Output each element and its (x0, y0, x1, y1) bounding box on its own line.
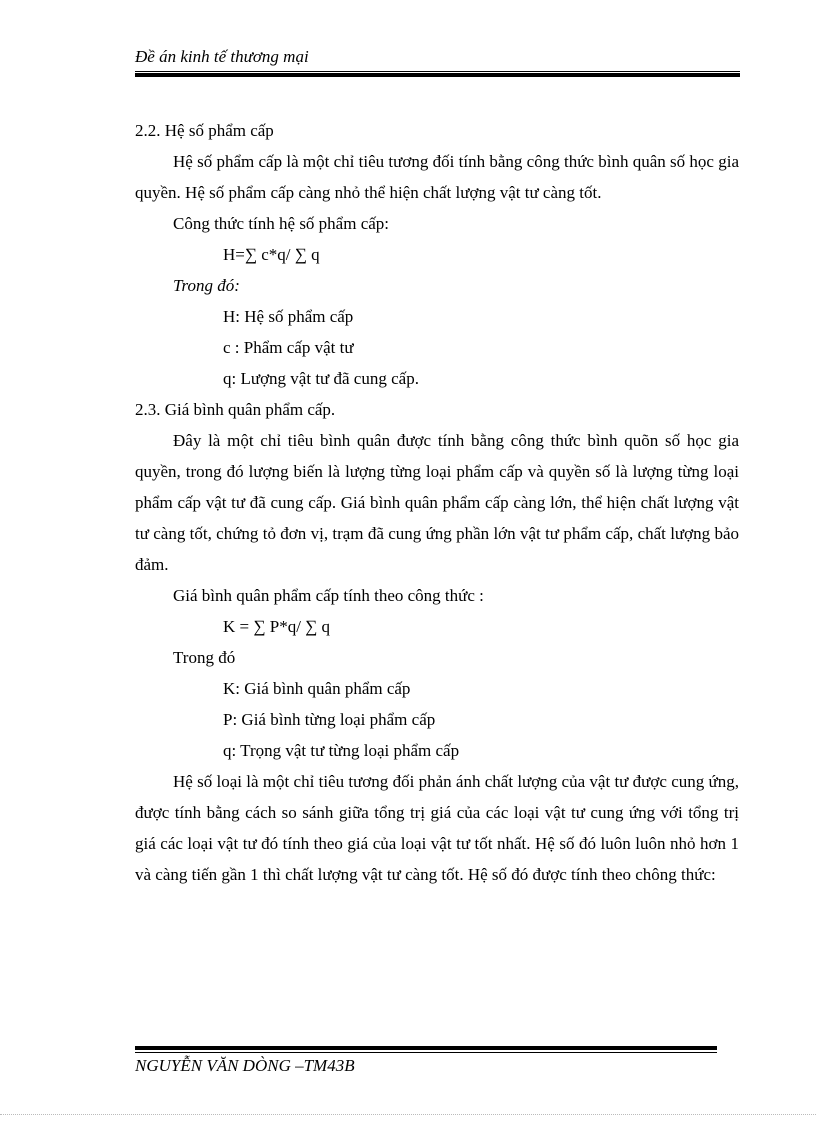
definition-item: q: Lượng vật tư đã cung cấp. (223, 369, 419, 388)
formula: H=∑ c*q/ ∑ q (223, 245, 320, 264)
section-heading: 2.2. Hệ số phẩm cấp (135, 121, 274, 140)
formula-label: Công thức tính hệ số phẩm cấp: (173, 214, 390, 233)
paragraph: Hệ số loại là một chỉ tiêu tương đối phản ánh chất lượng của vật tư được cung ứng, được tính bằng cách so sánh giữa tổng trị giá của các loại vật tư cung ứng với tổng trị giá các loại vật tư đó tính theo giá của loại vật tư tốt nhất. Hệ số đó luôn luôn nhỏ hơn 1 và càng tiến gần 1 thì chất lượng vật tư càng tốt. Hệ số đó được tính theo chông thức: (135, 772, 739, 884)
formula: K = ∑ P*q/ ∑ q (223, 617, 331, 636)
where-label: Trong đó (173, 648, 236, 667)
page-header-title: Đề án kinh tế thương mại (135, 47, 309, 66)
definition-item: q: Trọng vật tư từng loại phẩm cấp (223, 741, 460, 760)
section-heading: 2.3. Giá bình quân phẩm cấp. (135, 400, 336, 419)
page-bottom-dotted-line (0, 1114, 816, 1115)
header-rule-thin (135, 71, 740, 72)
definition-item: P: Giá bình từng loại phẩm cấp (223, 710, 436, 729)
paragraph: Đây là một chỉ tiêu bình quân được tính bằng công thức bình quõn số học gia quyền, trong đó lượng biến là lượng từng loại phẩm cấp và quyền số là lượng từng loại phẩm cấp vật tư đã cung cấp. Giá bình quân phẩm cấp càng lớn, thể hiện chất lượng vật tư càng tốt, chứng tỏ đơn vị, trạm đã cung ứng phần lớn vật tư phẩm cấp, chất lượng bảo đảm. (135, 431, 739, 574)
definition-item: H: Hệ số phẩm cấp (223, 307, 354, 326)
footer-author: NGUYỄN VĂN DÒNG –TM43B (135, 1056, 355, 1075)
document-body (135, 115, 739, 890)
formula-label: Giá bình quân phẩm cấp tính theo công thức : (173, 586, 484, 605)
definition-item: K: Giá bình quân phẩm cấp (223, 679, 411, 698)
paragraph: Hệ số phẩm cấp là một chỉ tiêu tương đối tính bằng công thức bình quân số học gia quyền. Hệ số phẩm cấp càng nhỏ thể hiện chất lượng vật tư càng tốt. (135, 152, 739, 202)
where-label: Trong đó: (173, 276, 240, 295)
footer-rule-thick (135, 1046, 717, 1050)
definition-item: c : Phẩm cấp vật tư (223, 338, 354, 357)
header-rule-thick (135, 73, 740, 77)
footer-rule-thin (135, 1052, 717, 1053)
